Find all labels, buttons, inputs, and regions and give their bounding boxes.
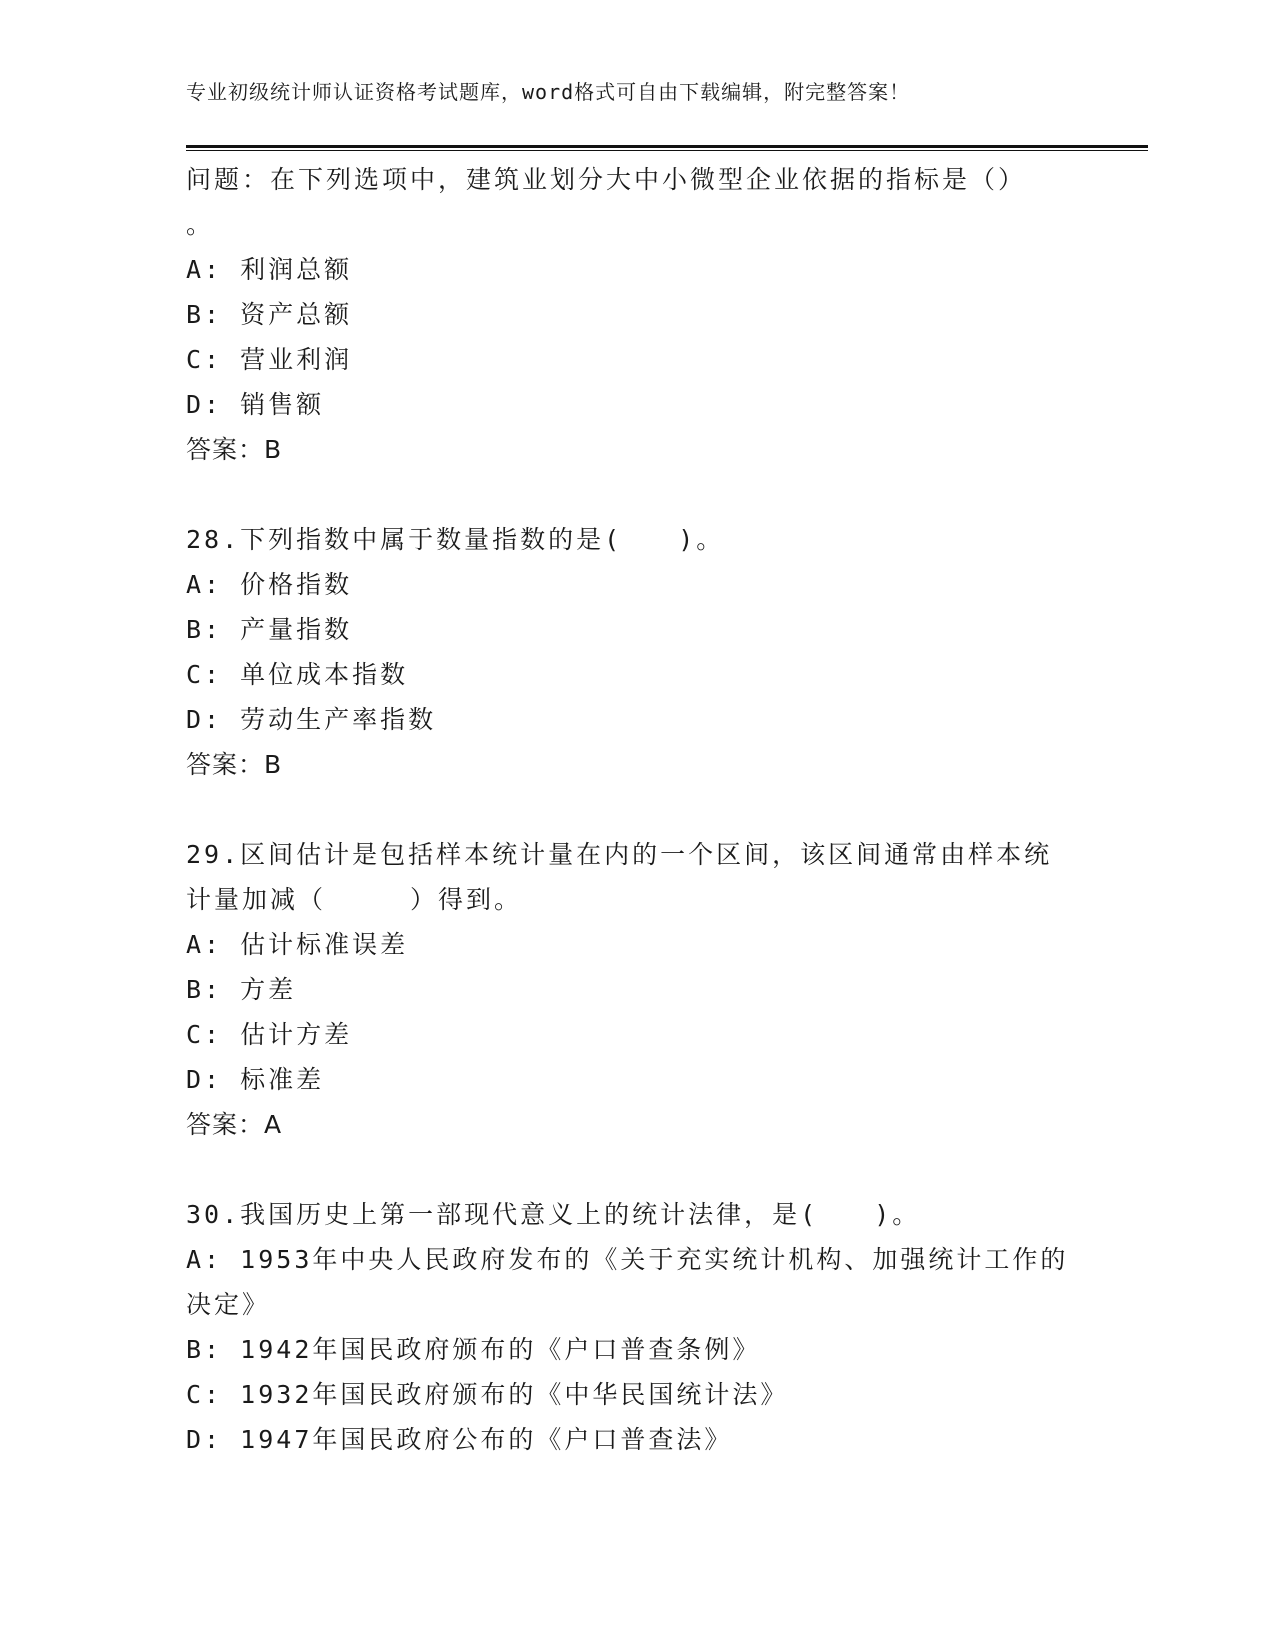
option-line — [186, 562, 1116, 607]
question-text: 28.下列指数中属于数量指数的是( )。 — [186, 525, 725, 554]
option-line — [186, 1327, 1116, 1372]
option-key: D: — [186, 1065, 223, 1094]
option-key: D: — [186, 1425, 223, 1454]
option-text: 销售额 — [240, 390, 325, 419]
question-text: 问题：在下列选项中，建筑业划分大中小微型企业依据的指标是（） — [186, 165, 1027, 194]
option-text: 1947年国民政府公布的《户口普查法》 — [240, 1425, 733, 1454]
option-text: 劳动生产率指数 — [240, 705, 437, 734]
option-line — [186, 1057, 1116, 1102]
header-rule-thin — [186, 150, 1148, 151]
answer-line: 答案：B — [186, 750, 283, 779]
option-line — [186, 1282, 1116, 1327]
option-key: B: — [186, 1335, 223, 1364]
option-line — [186, 292, 1116, 337]
option-text: 单位成本指数 — [240, 660, 409, 689]
question-block — [186, 832, 1116, 1147]
option-key: D: — [186, 390, 223, 419]
option-line — [186, 697, 1116, 742]
answer-line: 答案：B — [186, 435, 283, 464]
option-key: A: — [186, 255, 223, 284]
option-key: B: — [186, 300, 223, 329]
option-text: 估计标准误差 — [240, 930, 409, 959]
option-key: C: — [186, 1380, 223, 1409]
option-key: A: — [186, 570, 223, 599]
option-key: B: — [186, 975, 223, 1004]
option-text: 标准差 — [240, 1065, 325, 1094]
option-text: 1942年国民政府颁布的《户口普查条例》 — [240, 1335, 761, 1364]
question-block — [186, 1192, 1116, 1462]
option-line — [186, 652, 1116, 697]
question-text: 30.我国历史上第一部现代意义上的统计法律，是( )。 — [186, 1200, 921, 1229]
question-list — [186, 157, 1116, 1462]
option-line — [186, 247, 1116, 292]
option-key: C: — [186, 1020, 223, 1049]
option-line — [186, 967, 1116, 1012]
option-text: 价格指数 — [240, 570, 353, 599]
option-key: D: — [186, 705, 223, 734]
header-rule-thick — [186, 145, 1148, 148]
question-text: 计量加减（ ）得到。 — [186, 885, 523, 914]
option-key: B: — [186, 615, 223, 644]
option-text: 营业利润 — [240, 345, 353, 374]
option-key: A: — [186, 1245, 223, 1274]
option-text: 决定》 — [186, 1290, 271, 1319]
answer-line: 答案：A — [186, 1110, 283, 1139]
option-line — [186, 607, 1116, 652]
option-text: 产量指数 — [240, 615, 353, 644]
option-text: 方差 — [240, 975, 297, 1004]
option-line — [186, 1237, 1116, 1282]
option-text: 估计方差 — [240, 1020, 353, 1049]
question-spacer — [186, 472, 1116, 517]
option-line — [186, 337, 1116, 382]
option-key: C: — [186, 660, 223, 689]
question-text: 29.区间估计是包括样本统计量在内的一个区间，该区间通常由样本统 — [186, 840, 1053, 869]
option-line — [186, 922, 1116, 967]
question-spacer — [186, 1147, 1116, 1192]
question-block — [186, 157, 1116, 472]
page-header: 专业初级统计师认证资格考试题库，word格式可自由下载编辑，附完整答案！ — [186, 80, 911, 104]
option-text: 1932年国民政府颁布的《中华民国统计法》 — [240, 1380, 789, 1409]
option-key: C: — [186, 345, 223, 374]
question-text: 。 — [186, 210, 215, 239]
option-text: 资产总额 — [240, 300, 353, 329]
option-line — [186, 1417, 1116, 1462]
option-line — [186, 1012, 1116, 1057]
question-block — [186, 517, 1116, 787]
option-line — [186, 382, 1116, 427]
option-line — [186, 1372, 1116, 1417]
option-key: A: — [186, 930, 223, 959]
option-text: 1953年中央人民政府发布的《关于充实统计机构、加强统计工作的 — [240, 1245, 1069, 1274]
option-text: 利润总额 — [240, 255, 353, 284]
question-spacer — [186, 787, 1116, 832]
